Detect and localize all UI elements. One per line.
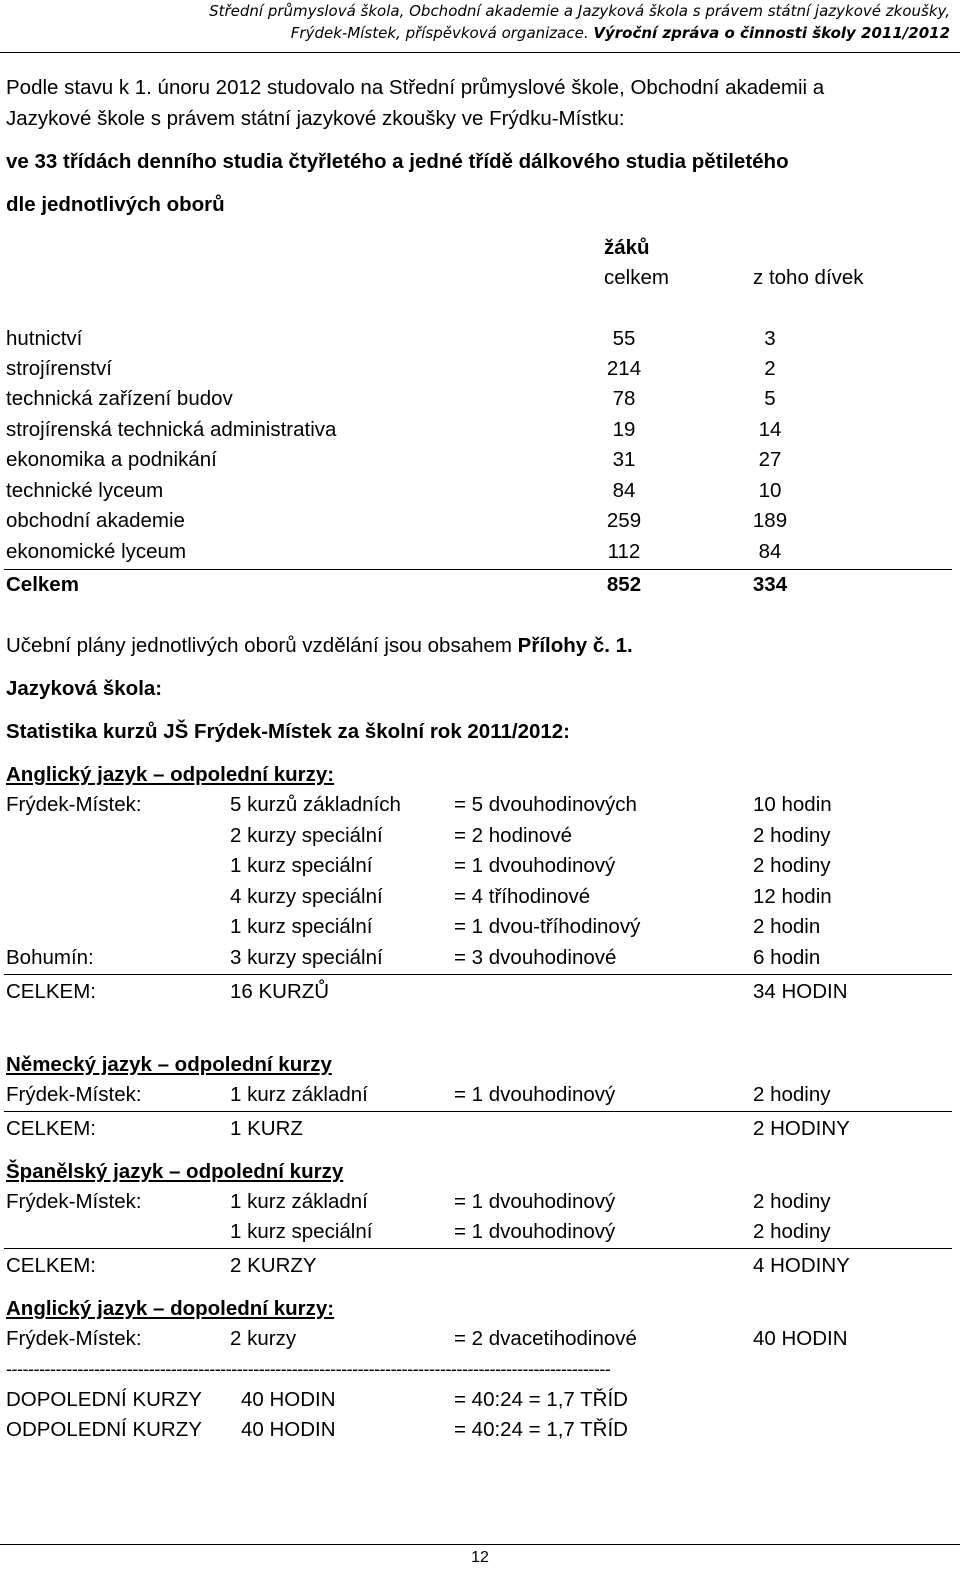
course-count: 2 kurzy speciální — [230, 824, 383, 847]
course-hours: 2 hodiny — [753, 854, 831, 877]
course-detail: = 1 dvouhodinový — [454, 854, 616, 877]
english-afternoon-total-label: CELKEM: — [6, 980, 96, 1003]
field-name: strojírenství — [6, 357, 112, 380]
course-hours: 40 HODIN — [753, 1327, 848, 1350]
field-name: ekonomika a podnikání — [6, 448, 217, 471]
col-header-students-1: žáků — [604, 236, 650, 259]
course-count: 4 kurzy speciální — [230, 885, 383, 908]
field-name: technické lyceum — [6, 479, 164, 502]
course-place: Frýdek-Místek: — [6, 1327, 142, 1350]
field-name: obchodní akademie — [6, 509, 185, 532]
english-afternoon-title: Anglický jazyk – odpolední kurzy: — [6, 763, 335, 786]
field-total: 55 — [612, 327, 636, 350]
field-total: 78 — [612, 387, 636, 410]
course-detail: = 4 tříhodinové — [454, 885, 591, 908]
spanish-afternoon-total-label: CELKEM: — [6, 1254, 96, 1277]
course-place: Frýdek-Místek: — [6, 1190, 142, 1213]
header-line-1: Střední průmyslová škola, Obchodní akademie a Jazyková škola s právem státní jazykové zkoušky, — [209, 2, 950, 20]
course-count: 2 kurzy — [230, 1327, 297, 1350]
course-count: 3 kurzy speciální — [230, 946, 383, 969]
course-detail: = 1 dvouhodinový — [454, 1220, 616, 1243]
field-total: 112 — [607, 540, 641, 563]
field-girls: 10 — [758, 479, 782, 502]
german-afternoon-total-label: CELKEM: — [6, 1117, 96, 1140]
english-afternoon-total-courses: 16 KURZŮ — [230, 980, 330, 1003]
field-total: 214 — [606, 357, 642, 380]
header-divider — [0, 52, 960, 53]
field-girls: 3 — [764, 327, 776, 350]
col-header-girls: z toho dívek — [753, 266, 864, 289]
field-girls: 2 — [764, 357, 776, 380]
plans-note — [6, 634, 633, 658]
course-hours: 2 hodiny — [753, 1190, 831, 1213]
field-girls: 84 — [758, 540, 782, 563]
course-count: 1 kurz speciální — [230, 915, 373, 938]
english-morning-title: Anglický jazyk – dopolední kurzy: — [6, 1297, 335, 1320]
language-school-heading: Jazyková škola: — [6, 677, 163, 700]
plans-note-attachment: Přílohy č. 1. — [517, 634, 633, 657]
summary-label: ODPOLEDNÍ KURZY — [6, 1418, 202, 1441]
course-detail: = 2 dvacetihodinové — [454, 1327, 637, 1350]
course-count: 5 kurzů základních — [230, 793, 401, 816]
course-detail: = 1 dvouhodinový — [454, 1083, 616, 1106]
course-count: 1 kurz základní — [230, 1190, 368, 1213]
dashed-separator: -------------------------------------------------------------------------------------------------------------- — [6, 1359, 611, 1379]
intro-line-2: Jazykové škole s právem státní jazykové zkoušky ve Frýdku-Místku: — [6, 107, 625, 130]
course-place: Frýdek-Místek: — [6, 1083, 142, 1106]
page-number: 12 — [471, 1549, 489, 1566]
header-line-2 — [291, 24, 950, 42]
course-hours: 6 hodin — [753, 946, 821, 969]
spanish-afternoon-total-courses: 2 KURZY — [230, 1254, 317, 1277]
col-header-students-2: celkem — [604, 266, 669, 289]
field-girls: 5 — [764, 387, 776, 410]
german-afternoon-total-hours: 2 HODINY — [753, 1117, 850, 1140]
course-place: Frýdek-Místek: — [6, 793, 142, 816]
english-afternoon-total-hours: 34 HODIN — [753, 980, 848, 1003]
course-stats-heading: Statistika kurzů JŠ Frýdek-Místek za školní rok 2011/2012: — [6, 720, 571, 743]
course-detail: = 3 dvouhodinové — [454, 946, 617, 969]
spanish-afternoon-divider — [4, 1248, 952, 1249]
table-total-girls: 334 — [752, 573, 788, 596]
summary-calc: = 40:24 = 1,7 TŘÍD — [454, 1388, 628, 1411]
course-hours: 10 hodin — [753, 793, 832, 816]
course-detail: = 1 dvou-tříhodinový — [454, 915, 641, 938]
table-total-students: 852 — [606, 573, 642, 596]
field-girls: 14 — [758, 418, 782, 441]
footer-divider — [0, 1544, 960, 1545]
table-total-label: Celkem — [6, 573, 79, 596]
course-count: 1 kurz základní — [230, 1083, 368, 1106]
spanish-afternoon-total-hours: 4 HODINY — [753, 1254, 850, 1277]
intro-bold-1: ve 33 třídách denního studia čtyřletého a jedné třídě dálkového studia pětiletého — [6, 150, 789, 173]
english-afternoon-divider — [4, 974, 952, 975]
summary-hours: 40 HODIN — [241, 1418, 336, 1441]
course-hours: 2 hodiny — [753, 1220, 831, 1243]
german-afternoon-title: Německý jazyk – odpolední kurzy — [6, 1053, 332, 1076]
spanish-afternoon-title: Španělský jazyk – odpolední kurzy — [6, 1160, 344, 1183]
course-hours: 2 hodiny — [753, 824, 831, 847]
field-girls: 27 — [758, 448, 782, 471]
german-afternoon-total-courses: 1 KURZ — [230, 1117, 303, 1140]
field-total: 259 — [606, 509, 642, 532]
field-total: 84 — [612, 479, 636, 502]
field-girls: 189 — [752, 509, 788, 532]
table-total-divider — [4, 569, 952, 570]
field-name: technická zařízení budov — [6, 387, 233, 410]
summary-hours: 40 HODIN — [241, 1388, 336, 1411]
german-afternoon-divider — [4, 1111, 952, 1112]
plans-note-text: Učební plány jednotlivých oborů vzdělání jsou obsahem — [6, 634, 518, 657]
course-count: 1 kurz speciální — [230, 854, 373, 877]
intro-bold-2: dle jednotlivých oborů — [6, 193, 225, 216]
course-hours: 12 hodin — [753, 885, 832, 908]
course-detail: = 5 dvouhodinových — [454, 793, 637, 816]
summary-calc: = 40:24 = 1,7 TŘÍD — [454, 1418, 628, 1441]
course-hours: 2 hodin — [753, 915, 821, 938]
summary-label: DOPOLEDNÍ KURZY — [6, 1388, 202, 1411]
field-total: 31 — [612, 448, 636, 471]
course-detail: = 1 dvouhodinový — [454, 1190, 616, 1213]
course-detail: = 2 hodinové — [454, 824, 572, 847]
course-count: 1 kurz speciální — [230, 1220, 373, 1243]
field-name: ekonomické lyceum — [6, 540, 187, 563]
header-org: Frýdek-Místek, příspěvková organizace. — [290, 24, 594, 42]
intro-line-1: Podle stavu k 1. únoru 2012 studovalo na Střední průmyslové škole, Obchodní akademii a — [6, 76, 825, 99]
course-hours: 2 hodiny — [753, 1083, 831, 1106]
field-name: hutnictví — [6, 327, 83, 350]
course-place: Bohumín: — [6, 946, 94, 969]
field-total: 19 — [612, 418, 636, 441]
field-name: strojírenská technická administrativa — [6, 418, 337, 441]
header-report-title: Výroční zpráva o činnosti školy 2011/2012 — [593, 24, 950, 42]
